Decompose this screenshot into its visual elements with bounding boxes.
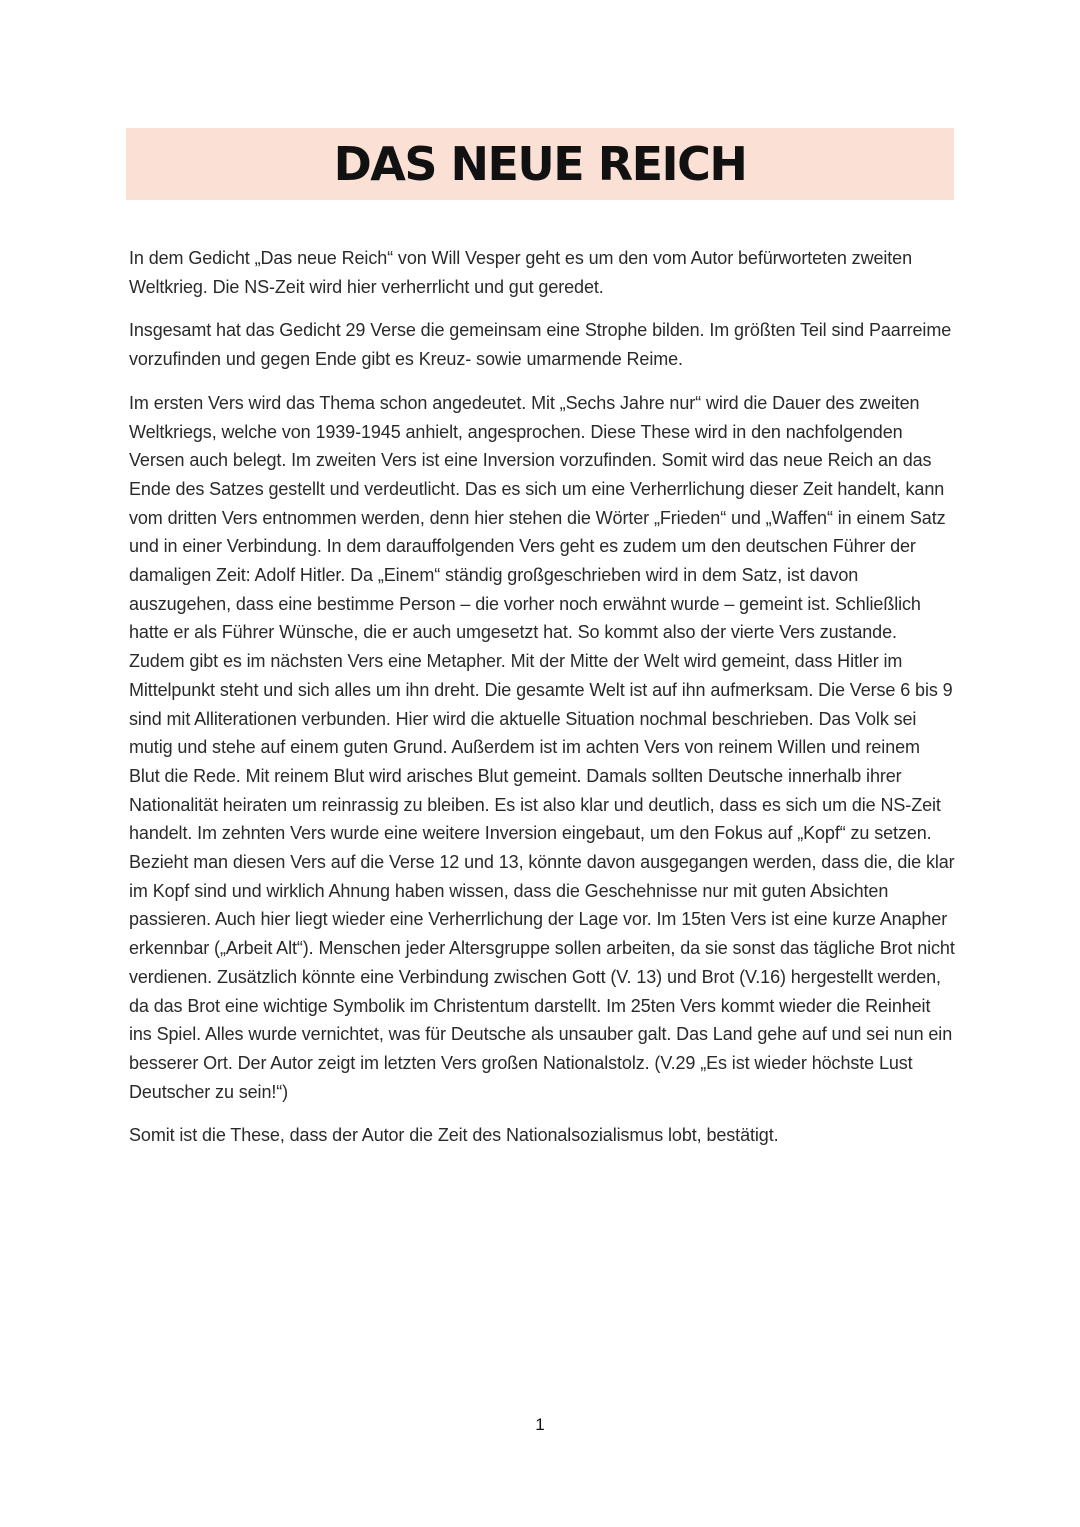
paragraph-intro: In dem Gedicht „Das neue Reich“ von Will Vesper geht es um den vom Autor befürworteten zweiten Weltkrieg. Die NS-Zeit wird hier verherrlicht und gut geredet. xyxy=(129,248,912,297)
page-number: 1 xyxy=(535,1415,545,1434)
paragraph-analysis: Im ersten Vers wird das Thema schon angedeutet. Mit „Sechs Jahre nur“ wird die Dauer des zweiten Weltkriegs, welche von 1939-1945 anhielt, angesprochen. Diese These wird in den nachfolgenden Versen auch belegt. Im zweiten Vers ist eine Inversion vorzufinden. Somit wird das neue Reich an das Ende des Satzes gestellt und verdeutlicht. Das es sich um eine Verherrlichung dieser Zeit handelt, kann vom dritten Vers entnommen werden, denn hier stehen die Wörter „Frieden“ und „Waffen“ in einem Satz und in einer Verbindung. In dem darauffolgenden Vers geht es zudem um den deutschen Führer der damaligen Zeit: Adolf Hitler. Da „Einem“ ständig großgeschrieben wird in dem Satz, ist davon auszugehen, dass eine bestimme Person – die vorher noch erwähnt wurde – gemeint ist. Schließlich hatte er als Führer Wünsche, die er auch umgesetzt hat. So kommt also der vierte Vers zustande. Zudem gibt es im nächsten Vers eine Metapher. Mit der Mitte der Welt wird gemeint, dass Hitler im Mittelpunkt steht und sich alles um ihn dreht. Die gesamte Welt ist auf ihn aufmerksam. Die Verse 6 bis 9 sind mit Alliterationen verbunden. Hier wird die aktuelle Situation nochmal beschrieben. Das Volk sei mutig und stehe auf einem guten Grund. Außerdem ist im achten Vers von reinem Willen und reinem Blut die Rede. Mit reinem Blut wird arisches Blut gemeint. Damals sollten Deutsche innerhalb ihrer Nationalität heiraten um reinrassig zu bleiben. Es ist also klar und deutlich, dass es sich um die NS-Zeit handelt. Im zehnten Vers wurde eine weitere Inversion eingebaut, um den Fokus auf „Kopf“ zu setzen. Bezieht man diesen Vers auf die Verse 12 und 13, könnte davon ausgegangen werden, dass die, die klar im Kopf sind und wirklich Ahnung haben wissen, dass die Geschehnisse nur mit guten Absichten passieren. Auch hier liegt wieder eine Verherrlichung der Lage vor. Im 15ten Vers ist eine kurze Anapher erkennbar („Arbeit Alt“). Menschen jeder Altersgruppe sollen arbeiten, da sie sonst das tägliche Brot nicht verdienen. Zusätzlich könnte eine Verbindung zwischen Gott (V. 13) und Brot (V.16) hergestellt werden, da das Brot eine wichtige Symbolik im Christentum darstellt. Im 25ten Vers kommt wieder die Reinheit ins Spiel. Alles wurde vernichtet, was für Deutsche als unsauber galt. Das Land gehe auf und sei nun ein besserer Ort. Der Autor zeigt im letzten Vers großen Nationalstolz. (V.29 „Es ist wieder höchste Lust Deutscher zu sein!“) xyxy=(129,392,955,1102)
document-body xyxy=(129,244,955,1165)
paragraph-conclusion: Somit ist die These, dass der Autor die Zeit des Nationalsozialismus lobt, bestätigt. xyxy=(129,1125,779,1146)
page-title: DAS NEUE REICH xyxy=(333,137,747,191)
title-banner xyxy=(126,128,954,200)
paragraph-form: Insgesamt hat das Gedicht 29 Verse die gemeinsam eine Strophe bilden. Im größten Teil sind Paarreime vorzufinden und gegen Ende gibt es Kreuz- sowie umarmende Reime. xyxy=(129,320,952,370)
